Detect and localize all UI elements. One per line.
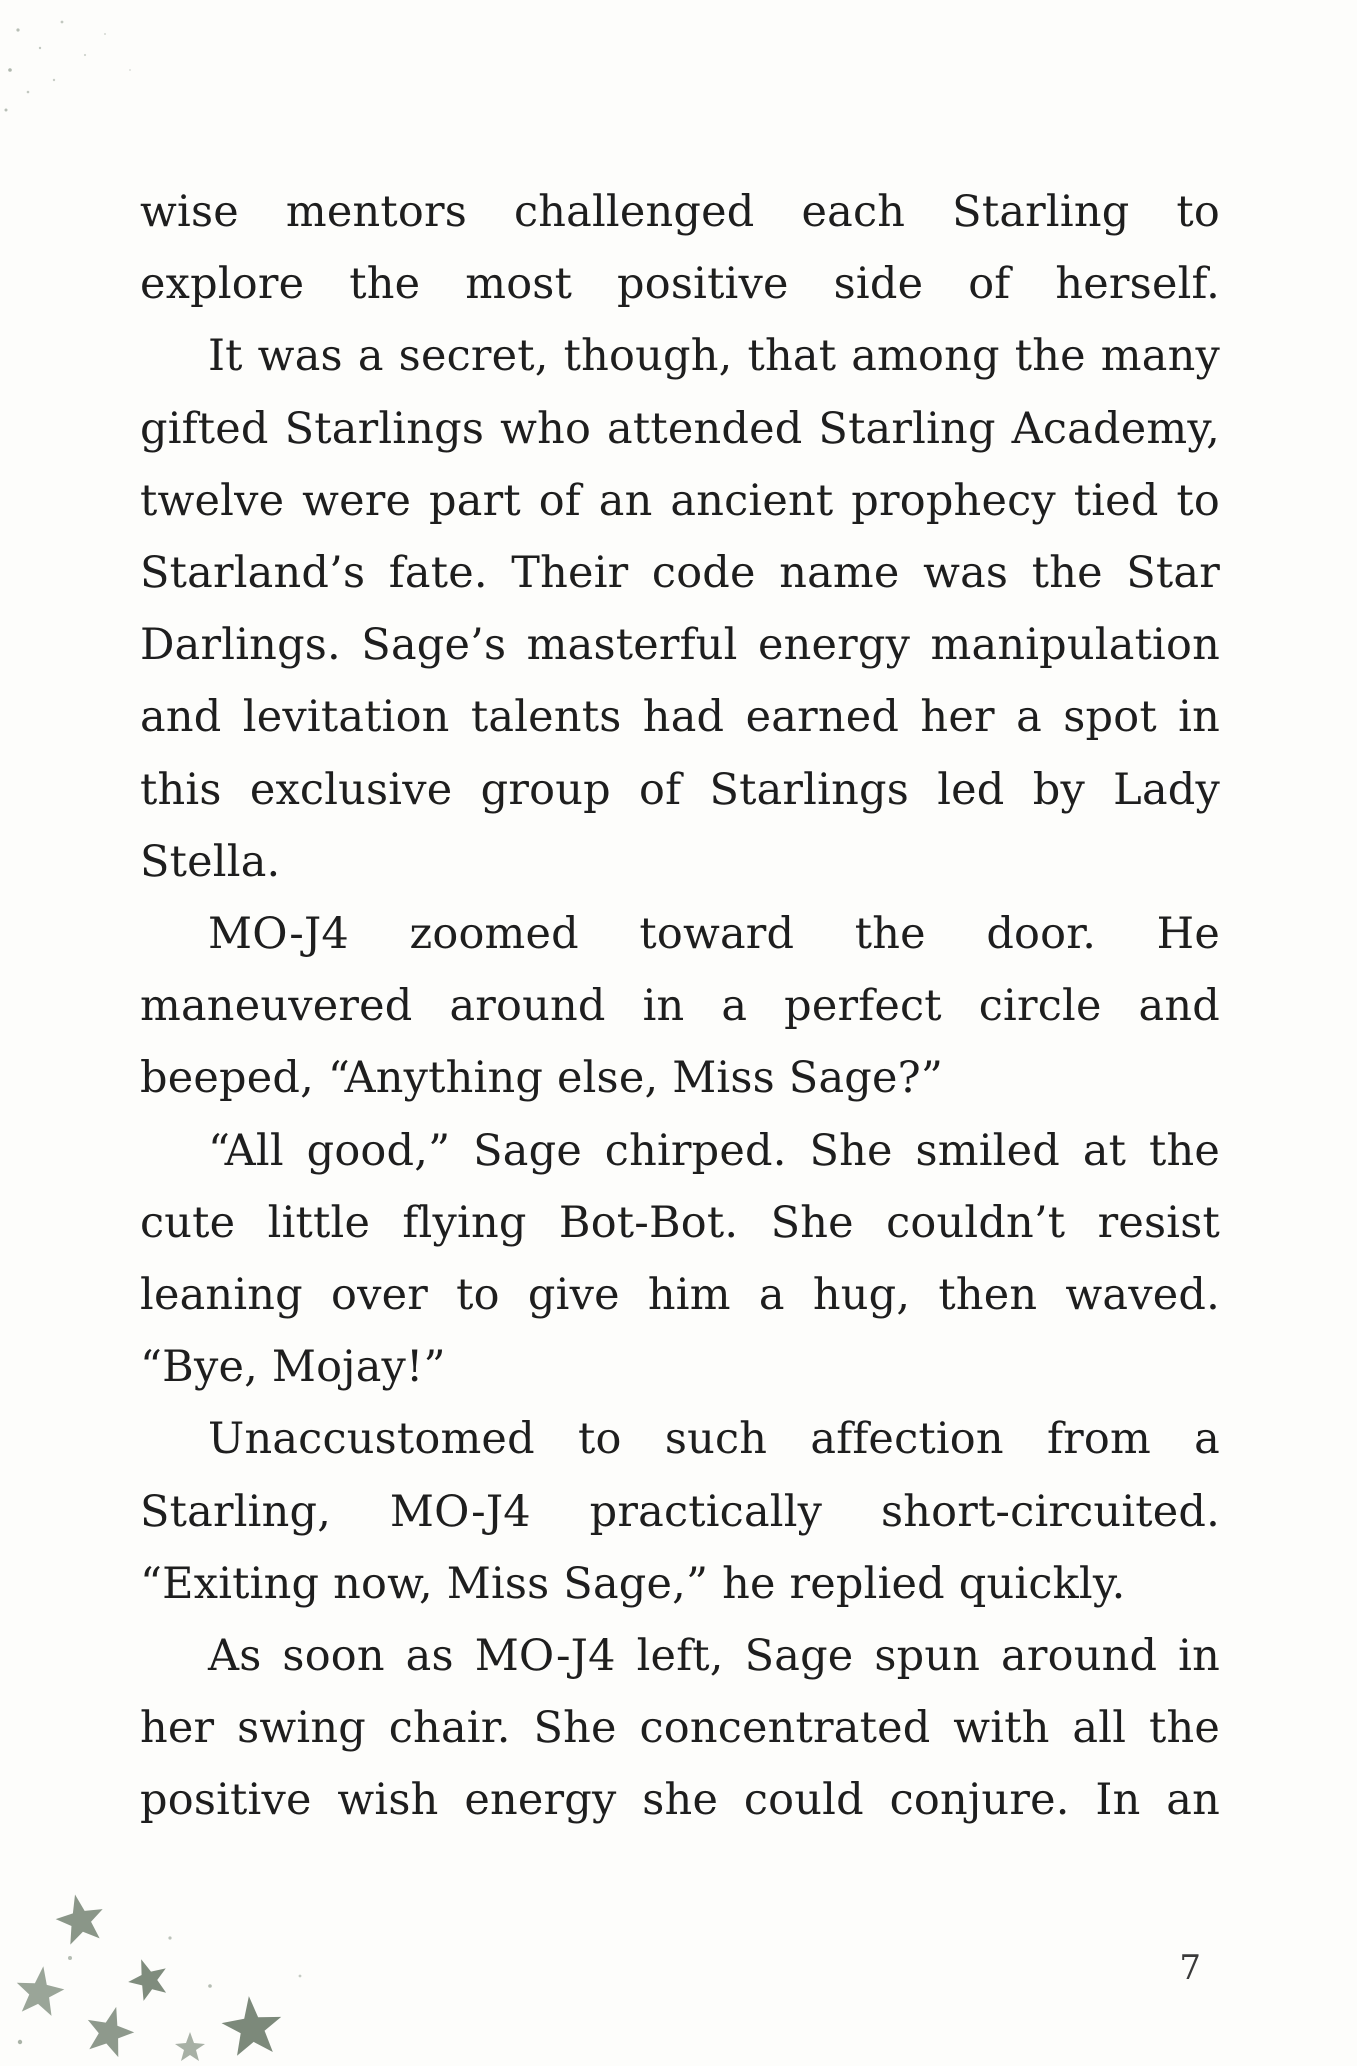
paragraph-2: It was a secret, though, that among the many gifted Starlings who attended Starling Academy, twelve were part of an ancient prophecy tied to Starland’s fate. Their code name was the Star Darlings. Sage’s masterful energy manipulation and levitation talents had earned her a spot in this exclusive group of Starlings led by Lady Stella.: [140, 331, 1220, 887]
sparkle-speckle-decoration: [0, 0, 200, 120]
star-icon: [122, 1952, 173, 2003]
paragraph-3: MO-J4 zoomed toward the door. He maneuvered around in a perfect circle and beeped, “Anything else, Miss Sage?”: [140, 909, 1220, 1104]
star-icon: [175, 2032, 205, 2061]
star-icon: [13, 1963, 67, 2017]
star-icon: [52, 1890, 109, 1947]
paragraph-1: wise mentors challenged each Starling to explore the most positive side of herself.: [140, 187, 1220, 310]
paragraph-4: “All good,” Sage chirped. She smiled at the cute little flying Bot-Bot. She couldn’t resist leaning over to give him a hug, then waved. “Bye, Mojay!”: [140, 1125, 1220, 1393]
star-icon: [219, 1993, 285, 2057]
body-text: [140, 176, 1220, 1837]
star-cluster-decoration: [0, 1846, 340, 2066]
paragraph-6: As soon as MO-J4 left, Sage spun around in her swing chair. She concentrated with all the positive wish energy she could conjure. In an: [140, 1631, 1220, 1826]
page-number: 7: [1179, 1948, 1201, 1988]
star-icon: [81, 2001, 140, 2060]
paragraph-5: Unaccustomed to such affection from a Starling, MO-J4 practically short-circuited. “Exiting now, Miss Sage,” he replied quickly.: [140, 1414, 1220, 1609]
